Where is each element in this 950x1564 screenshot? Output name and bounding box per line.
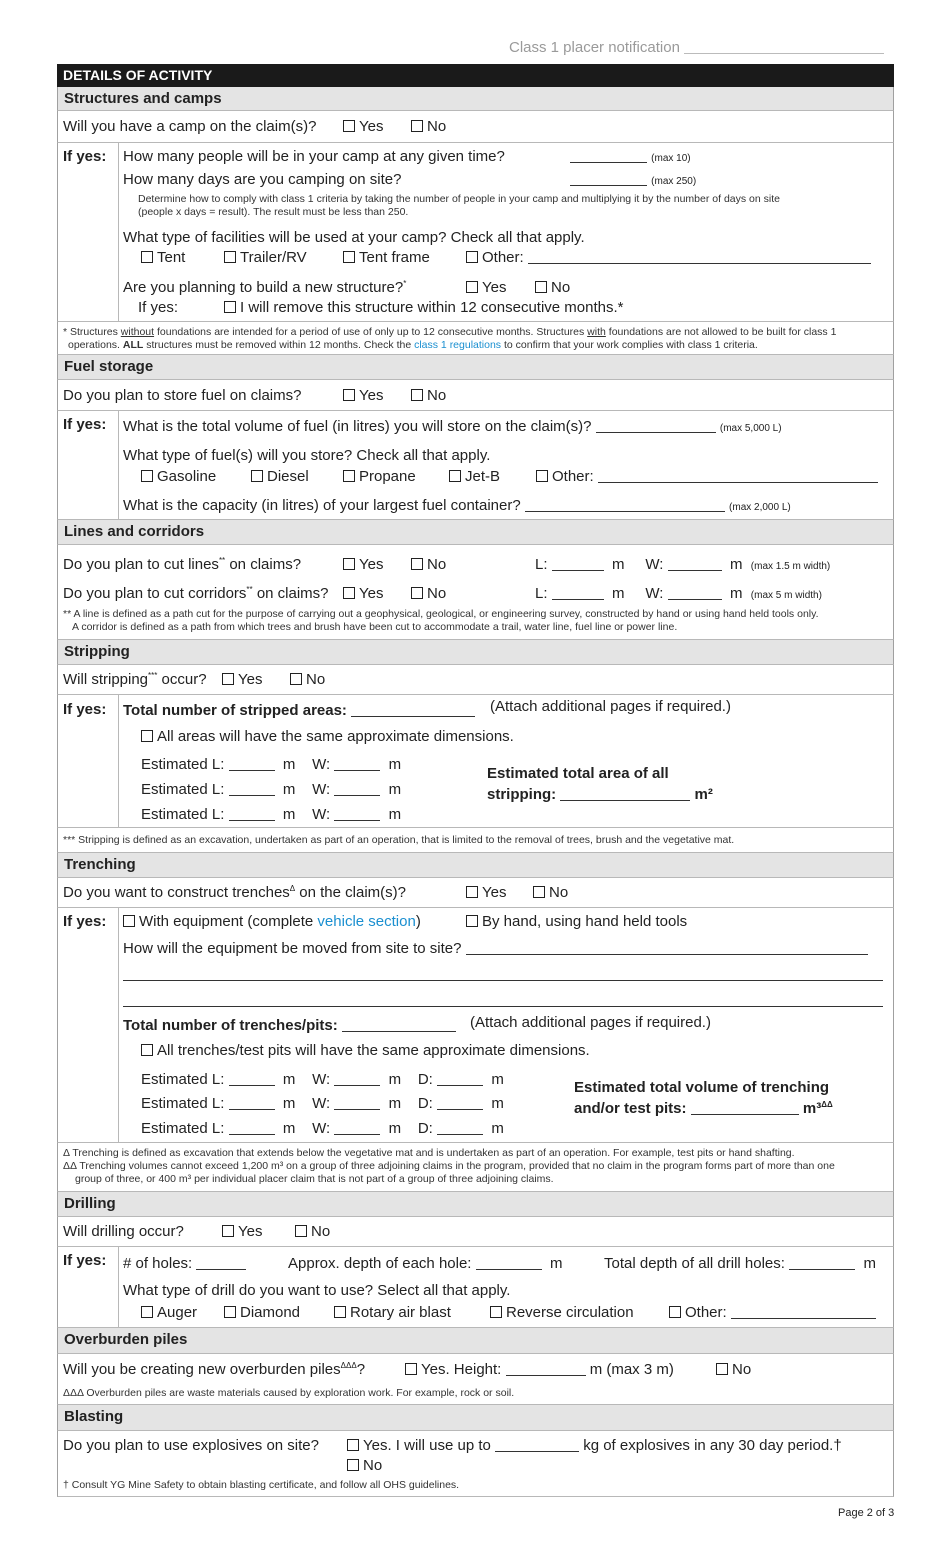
blasting-footnote: † Consult YG Mine Safety to obtain blasting certificate, and follow all OHS guidelines. (63, 1479, 460, 1491)
depth-each-row: Approx. depth of each hole: m (288, 1255, 563, 1272)
trenching-footnote: ΔΔ Trenching volumes cannot exceed 1,200 m³ on a group of three adjoining claims in the program, provided that no claim in the program forms part of more than one (63, 1160, 835, 1172)
width-input[interactable] (334, 807, 380, 821)
details-header (57, 64, 894, 87)
equipment-move-row: How will the equipment be moved from site to site? (123, 940, 868, 958)
facility-trailer-checkbox[interactable]: Trailer/RV (224, 249, 307, 267)
trench-estimate-row: Estimated L: m W: m D: m (141, 1120, 504, 1137)
page-number: Page 2 of 3 (838, 1507, 895, 1519)
blasting-question: Do you plan to use explosives on site? (63, 1437, 319, 1454)
if-yes-label: If yes: (63, 416, 107, 433)
drill-rotary-checkbox[interactable]: Rotary air blast (334, 1304, 451, 1322)
length-input[interactable] (229, 1072, 275, 1086)
depth-total-input[interactable] (789, 1256, 855, 1270)
drilling-question: Will drilling occur? (63, 1223, 184, 1240)
drill-diamond-checkbox[interactable]: Diamond (224, 1304, 300, 1322)
section-title: Structures and camps (64, 90, 222, 107)
drilling-yes-checkbox[interactable]: Yes (222, 1223, 262, 1241)
total-area-label: Estimated total area of all (487, 765, 669, 782)
overburden-height-input[interactable] (506, 1362, 586, 1376)
people-max: (max 10) (651, 153, 691, 164)
stripping-footnote: *** Stripping is defined as an excavation, undertaken as part of an operation, that is limited to the removal of trees, brush and the vegetative mat. (63, 834, 735, 846)
explosives-amount-input[interactable] (495, 1438, 579, 1452)
section-overburden (57, 1328, 894, 1354)
trenching-footnote: Δ Trenching is defined as excavation that extends below the vegetative mat and is undertaken as part of an operation. For example, test pits or hand shafting. (63, 1147, 795, 1159)
remove-structure-checkbox[interactable]: I will remove this structure within 12 consecutive months.* (224, 299, 624, 317)
section-structures (57, 87, 894, 111)
trenching-question: Do you want to construct trenches$^\Delta$ on the claim(s)? (63, 884, 406, 901)
lines-width-input[interactable] (668, 557, 722, 571)
corridors-dimensions: L: m W: m (max 5 m width) (535, 585, 822, 602)
form-title-text: Class 1 placer notification (509, 39, 680, 56)
stripping-no-checkbox[interactable]: No (290, 671, 325, 689)
same-dimensions-checkbox[interactable]: All areas will have the same approximate dimensions. (141, 728, 514, 746)
people-question: How many people will be in your camp at any given time? (123, 148, 505, 165)
fuel-capacity-input[interactable] (525, 498, 725, 512)
overburden-footnote: ΔΔΔ Overburden piles are waste materials caused by exploration work. For example, rock or soil. (63, 1387, 515, 1399)
trenches-total-input[interactable] (342, 1018, 456, 1032)
section-title: Fuel storage (64, 358, 154, 375)
section-drilling (57, 1192, 894, 1217)
structure-no-checkbox[interactable]: No (535, 279, 570, 297)
drilling-no-checkbox[interactable]: No (295, 1223, 330, 1241)
overburden-no-checkbox[interactable]: No (716, 1361, 751, 1379)
trench-estimate-row: Estimated L: m W: m D: m (141, 1095, 504, 1112)
details-title: DETAILS OF ACTIVITY (63, 67, 213, 83)
facilities-question: What type of facilities will be used at your camp? Check all that apply. (123, 229, 585, 246)
corridors-yes-checkbox[interactable]: Yes (343, 585, 383, 603)
structures-footnote: operations. ALL structures must be removed within 12 months. Check the class 1 regulations to confirm that your work complies with class 1 criteria. (68, 339, 758, 351)
fuel-volume-row: What is the total volume of fuel (in litres) you will store on the claim(s)? (max 5,000 L) (123, 418, 782, 435)
by-hand-checkbox[interactable]: By hand, using hand held tools (466, 913, 687, 931)
stripped-areas-row: Total number of stripped areas: (123, 702, 475, 720)
fuel-no-checkbox[interactable]: No (411, 387, 446, 405)
form-title-blank[interactable] (684, 40, 884, 54)
section-title: Lines and corridors (64, 523, 205, 540)
section-fuel (57, 355, 894, 380)
corridors-length-input[interactable] (552, 586, 604, 600)
equipment-move-input[interactable] (466, 941, 868, 955)
total-volume-input[interactable] (691, 1101, 799, 1115)
holes-row: # of holes: (123, 1255, 246, 1273)
width-input[interactable] (334, 1072, 380, 1086)
days-note: Determine how to comply with class 1 criteria by taking the number of people in your camp and multiplying it by the number of days on site (138, 193, 780, 205)
length-input[interactable] (229, 782, 275, 796)
stripping-estimate-row: Estimated L: m W: m (141, 756, 402, 773)
stripping-estimate-row: Estimated L: m W: m (141, 781, 402, 798)
section-stripping (57, 640, 894, 665)
stripping-question: Will stripping*** occur? (63, 671, 207, 688)
section-title: Drilling (64, 1195, 116, 1212)
drill-type-question: What type of drill do you want to use? Select all that apply. (123, 1282, 511, 1299)
drill-other-input[interactable] (731, 1305, 876, 1319)
drill-reverse-checkbox[interactable]: Reverse circulation (490, 1304, 634, 1322)
section-trenching (57, 853, 894, 878)
corridors-question: Do you plan to cut corridors** on claims? (63, 585, 329, 602)
lines-length-input[interactable] (552, 557, 604, 571)
corridors-footnote: A corridor is defined as a path from which trees and brush have been cut to accommodate a trail, water line, fuel line or power line. (72, 621, 678, 633)
structure-question: Are you planning to build a new structure?* (123, 279, 407, 296)
total-volume-label: Estimated total volume of trenching (574, 1079, 830, 1096)
depth-input[interactable] (437, 1096, 483, 1110)
equipment-move-line-3[interactable] (123, 993, 883, 1007)
section-title: Stripping (64, 643, 130, 660)
facility-tent-frame-checkbox[interactable]: Tent frame (343, 249, 430, 267)
facility-other-input[interactable] (528, 250, 871, 264)
fuel-gasoline-checkbox[interactable]: Gasoline (141, 468, 216, 486)
days-note: (people x days = result). The result must be less than 250. (138, 206, 409, 218)
length-input[interactable] (229, 1121, 275, 1135)
length-input[interactable] (229, 1096, 275, 1110)
trenching-no-checkbox[interactable]: No (533, 884, 568, 902)
with-equipment-checkbox[interactable]: With equipment (complete vehicle section) (123, 913, 421, 931)
total-area-input[interactable] (560, 787, 690, 801)
if-yes-label: If yes: (63, 148, 107, 165)
trenches-total-row: Total number of trenches/pits: (123, 1017, 456, 1035)
section-title: Blasting (64, 1408, 124, 1425)
lines-footnote: ** A line is defined as a path cut for the purpose of carrying out a geophysical, geological, or engineering survey, constructed by hand or using hand held tools only. (63, 608, 819, 620)
length-input[interactable] (229, 757, 275, 771)
overburden-question: Will you be creating new overburden piles$^{\Delta\Delta\Delta}$? (63, 1361, 366, 1378)
depth-input[interactable] (437, 1121, 483, 1135)
fuel-diesel-checkbox[interactable]: Diesel (251, 468, 309, 486)
trench-estimate-row: Estimated L: m W: m D: m (141, 1071, 504, 1088)
stripping-yes-checkbox[interactable]: Yes (222, 671, 262, 689)
fuel-other-input[interactable] (598, 469, 878, 483)
total-area-row: stripping: m² (487, 786, 713, 803)
trenching-footnote: group of three, or 400 m³ per individual placer claim that is not part of a group of three adjoining claims. (75, 1173, 554, 1185)
class-1-regulations-link[interactable]: class 1 regulations (414, 339, 502, 351)
lines-yes-checkbox[interactable]: Yes (343, 556, 383, 574)
if-yes-label: If yes: (63, 913, 107, 930)
drill-auger-checkbox[interactable]: Auger (141, 1304, 197, 1322)
fuel-capacity-row: What is the capacity (in litres) of your largest fuel container? (max 2,000 L) (123, 497, 791, 514)
if-yes-label: If yes: (63, 1252, 107, 1269)
structure-yes-checkbox[interactable]: Yes (466, 279, 506, 297)
same-trench-dimensions-checkbox[interactable]: All trenches/test pits will have the same approximate dimensions. (141, 1042, 590, 1060)
holes-input[interactable] (196, 1256, 246, 1270)
camp-question: Will you have a camp on the claim(s)? (63, 118, 317, 135)
length-input[interactable] (229, 807, 275, 821)
facility-tent-checkbox[interactable]: Tent (141, 249, 185, 267)
lines-dimensions: L: m W: m (max 1.5 m width) (535, 556, 831, 573)
form-title (509, 39, 884, 57)
facility-other-checkbox[interactable]: Other: (466, 249, 871, 267)
overburden-yes-checkbox[interactable]: Yes. Height: m (max 3 m) (405, 1361, 674, 1379)
corridors-no-checkbox[interactable]: No (411, 585, 446, 603)
depth-each-input[interactable] (476, 1256, 542, 1270)
width-input[interactable] (334, 1096, 380, 1110)
days-question: How many days are you camping on site? (123, 171, 402, 188)
section-title: Overburden piles (64, 1331, 188, 1348)
trenching-yes-checkbox[interactable]: Yes (466, 884, 506, 902)
fuel-jetb-checkbox[interactable]: Jet-B (449, 468, 500, 486)
fuel-yes-checkbox[interactable]: Yes (343, 387, 383, 405)
fuel-other-checkbox[interactable]: Other: (536, 468, 878, 486)
lines-question: Do you plan to cut lines** on claims? (63, 556, 302, 573)
vehicle-section-link[interactable]: vehicle section (317, 913, 416, 930)
width-input[interactable] (334, 1121, 380, 1135)
structures-footnote: * Structures without foundations are intended for a period of use of only up to 12 consecutive months. Structures with foundations are not allowed to be built for class 1 (63, 326, 837, 338)
people-input[interactable] (570, 149, 647, 163)
structure-if-yes-label: If yes: (138, 299, 179, 316)
if-yes-label: If yes: (63, 701, 107, 718)
drill-other-checkbox[interactable]: Other: (669, 1304, 876, 1322)
attach-note: (Attach additional pages if required.) (470, 1014, 711, 1031)
depth-input[interactable] (437, 1072, 483, 1086)
total-volume-row: and/or test pits: m³$^{\Delta\Delta}$ (574, 1100, 833, 1117)
width-input[interactable] (334, 757, 380, 771)
camp-yes-checkbox[interactable]: Yes (343, 118, 383, 136)
fuel-volume-input[interactable] (596, 419, 716, 433)
corridors-width-input[interactable] (668, 586, 722, 600)
days-input[interactable] (570, 172, 647, 186)
equipment-move-line-2[interactable] (123, 967, 883, 981)
blasting-yes-checkbox[interactable]: Yes. I will use up to kg of explosives in any 30 day period.† (347, 1437, 842, 1455)
depth-total-row: Total depth of all drill holes: m (604, 1255, 876, 1272)
stripped-areas-input[interactable] (351, 703, 475, 717)
section-title: Trenching (64, 856, 136, 873)
fuel-question: Do you plan to store fuel on claims? (63, 387, 302, 404)
fuel-propane-checkbox[interactable]: Propane (343, 468, 416, 486)
days-max: (max 250) (651, 176, 697, 187)
attach-note: (Attach additional pages if required.) (490, 698, 731, 715)
width-input[interactable] (334, 782, 380, 796)
blasting-no-checkbox[interactable]: No (347, 1457, 382, 1475)
camp-no-checkbox[interactable]: No (411, 118, 446, 136)
stripping-estimate-row: Estimated L: m W: m (141, 806, 402, 823)
section-lines (57, 520, 894, 545)
fuel-type-question: What type of fuel(s) will you store? Check all that apply. (123, 447, 491, 464)
lines-no-checkbox[interactable]: No (411, 556, 446, 574)
section-blasting (57, 1405, 894, 1431)
